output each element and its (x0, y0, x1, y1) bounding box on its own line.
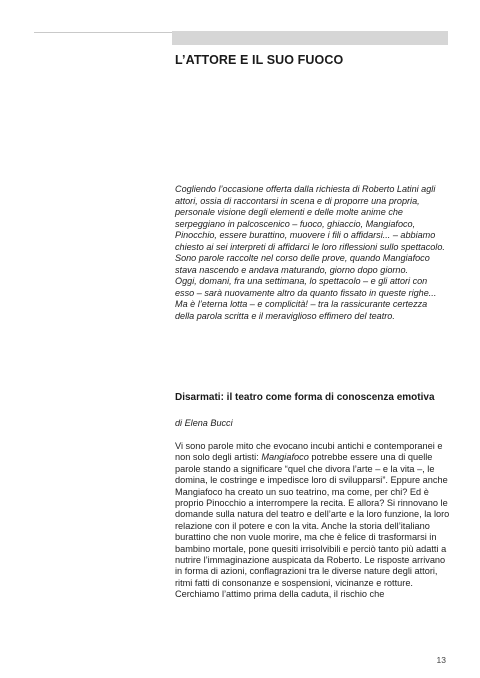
intro-text (175, 184, 445, 322)
intro-paragraph: Oggi, domani, fra una settimana, lo spettacolo – e gli attori con esso – sarà nuovamente altro da quanto fissato in queste righe... (175, 276, 437, 298)
page-number: 13 (436, 655, 446, 665)
body-paragraph (175, 441, 450, 601)
section-author: di Elena Bucci (175, 418, 233, 428)
body-text (175, 441, 450, 601)
page-title: L’ATTORE E IL SUO FUOCO (175, 53, 344, 67)
section-title: Disarmati: il teatro come forma di conoscenza emotiva (175, 392, 435, 403)
body-text-run: Vi sono parole mito che evocano incubi antichi e contemporanei e non solo degli artisti: (175, 441, 443, 463)
body-emphasis: Mangiafoco (261, 452, 309, 463)
intro-paragraph: Ma è l’eterna lotta – e complicità! – tra la rassicurante certezza della parola scritta e il meraviglioso effimero del teatro. (175, 299, 428, 321)
intro-paragraph: Cogliendo l’occasione offerta dalla richiesta di Roberto Latini agli attori, ossia di raccontarsi in scena e di proporre una propria, personale visione degli elementi e delle molte anime che serpeggiano in palcoscenico – fuoco, ghiaccio, Mangiafoco, Pinocchio, essere burattino, muovere i fili o affidarsi... – abbiamo chiesto ai sei interpreti di affidarci le loro riflessioni sullo spettacolo. (175, 184, 445, 252)
intro-paragraph: Sono parole raccolte nel corso delle prove, quando Mangiafoco stava nascendo e andava maturando, giorno dopo giorno. (175, 253, 430, 275)
body-text-run: potrebbe essere una di quelle parole stando a significare “quel che divora l’arte – e la vita –, le domina, le costringe e impedisce loro di svilupparsi”. Eppure anche Mangiafoco ha creato un suo teatrino, ma come, per chi? Ed è proprio Pinocchio a interrompere la recita. E allora? Si rinnovano le domande sulla natura del teatro e dell’arte e la loro funzione, la loro relazione con il potere e con la vita. Anche la storia dell’italiano burattino che non vuole morire, ma che è felice di trasformarsi in bambino mortale, pone quesiti irrisolvibili e perciò tanto più adatti a nutrire l’immaginazione auspicata da Roberto. Le risposte arrivano in forma di azioni, conflagrazioni tra le diverse nature degli attori, ritmi fatti di consonanze e sospensioni, vicinanze e rotture. Cerchiamo l’attimo prima della caduta, il rischio che (175, 452, 450, 600)
header-bar (172, 31, 448, 45)
